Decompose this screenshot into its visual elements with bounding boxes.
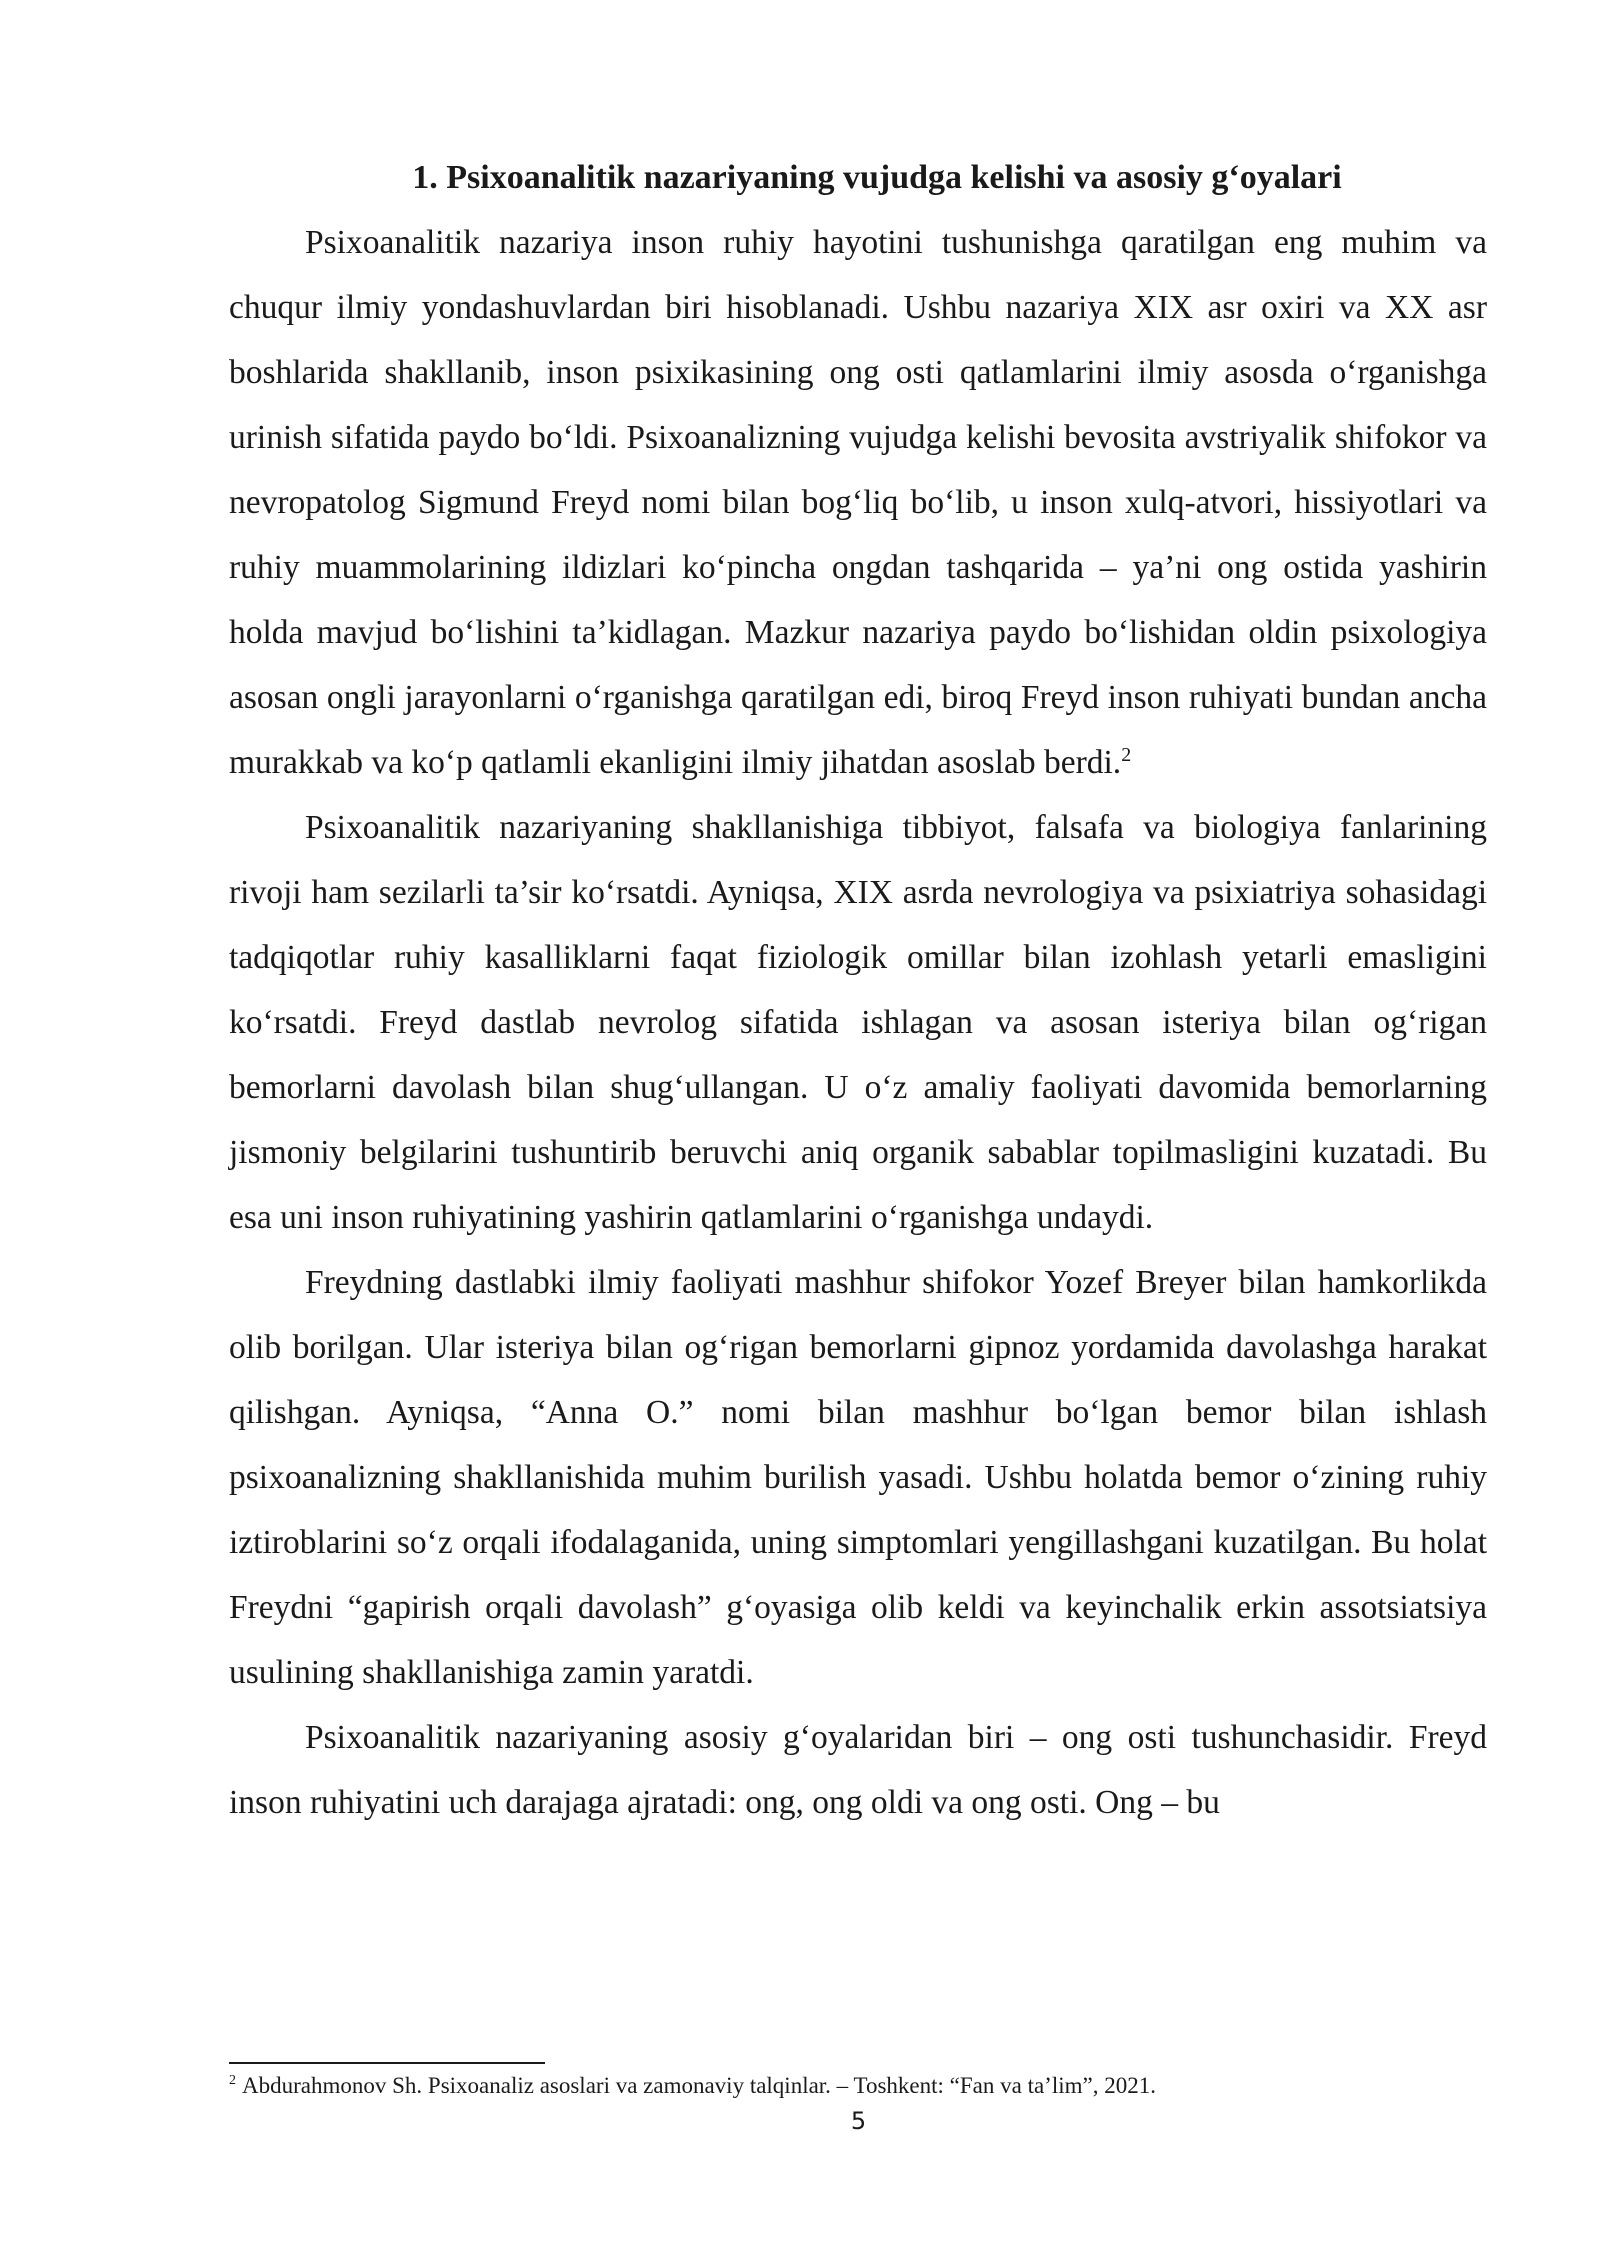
paragraph-2: Psixoanalitik nazariyaning shakllanishiga tibbiyot, falsafa va biologiya fanlarining rivoji ham sezilarli ta’sir ko‘rsatdi. Ayniqsa, XIX asrda nevrologiya va psixiatriya sohasidagi tadqiqotlar ruhiy kasalliklarni faqat fiziologik omillar bilan izohlash yetarli emasligini ko‘rsatdi. Freyd dastlab nevrolog sifatida ishlagan va asosan isteriya bilan og‘rigan bemorlarni davolash bilan shug‘ullangan. U o‘z amaliy faoliyati davomida bemorlarning jismoniy belgilarini tushuntirib beruvchi aniq organik sabablar topilmasligini kuzatadi. Bu esa uni inson ruhiyatining yashirin qatlamlarini o‘rganishga undaydi. (229, 809, 1487, 1236)
footnote-marker: 2 (229, 2073, 236, 2089)
paragraph-1-text: Psixoanalitik nazariya inson ruhiy hayotini tushunishga qaratilgan eng muhim va chuqur ilmiy yondashuvlardan biri hisoblanadi. Ushbu nazariya XIX asr oxiri va XX asr boshlarida shakllanib, inson psixikasining ong osti qatlamlarini ilmiy asosda o‘rganishga urinish sifatida paydo bo‘ldi. Psixoanalizning vujudga kelishi bevosita avstriyalik shifokor va nevropatolog Sigmund Freyd nomi bilan bog‘liq bo‘lib, u inson xulq-atvori, hissiyotlari va ruhiy muammolarining ildizlari ko‘pincha ongdan tashqarida – ya’ni ong ostida yashirin holda mavjud bo‘lishini ta’kidlagan. Mazkur nazariya paydo bo‘lishidan oldin psixologiya asosan ongli jarayonlarni o‘rganishga qaratilgan edi, biroq Freyd inson ruhiyati bundan ancha murakkab va ko‘p qatlamli ekanligini ilmiy jihatdan asoslab berdi. (229, 224, 1487, 781)
footnote-text: Abdurahmonov Sh. Psixoanaliz asoslari va zamonaviy talqinlar. – Toshkent: “Fan va ta’lim”, 2021. (242, 2073, 1156, 2098)
section-heading: 1. Psixoanalitik nazariyaning vujudga kelishi va asosiy g‘oyalari (412, 159, 1342, 196)
paragraph-1 (229, 210, 1487, 795)
paragraph-4: Psixoanalitik nazariyaning asosiy g‘oyalaridan biri – ong osti tushunchasidir. Freyd inson ruhiyatini uch darajaga ajratadi: ong, ong oldi va ong osti. Ong – bu (229, 1719, 1487, 1821)
page-body (229, 145, 1487, 1835)
footnote-reference[interactable]: 2 (1121, 743, 1132, 766)
page-number: 5 (850, 2107, 867, 2135)
paragraph-3: Freydning dastlabki ilmiy faoliyati mashhur shifokor Yozef Breyer bilan hamkorlikda olib borilgan. Ular isteriya bilan og‘rigan bemorlarni gipnoz yordamida davolashga harakat qilishgan. Ayniqsa, “Anna O.” nomi bilan mashhur bo‘lgan bemor bilan ishlash psixoanalizning shakllanishida muhim burilish yasadi. Ushbu holatda bemor o‘zining ruhiy iztiroblarini so‘z orqali ifodalaganida, uning simptomlari yengillashgani kuzatilgan. Bu holat Freydni “gapirish orqali davolash” g‘oyasiga olib keldi va keyinchalik erkin assotsiatsiya usulining shakllanishiga zamin yaratdi. (229, 1264, 1487, 1691)
footnote-separator (229, 2062, 545, 2064)
footnote (229, 2071, 1487, 2101)
